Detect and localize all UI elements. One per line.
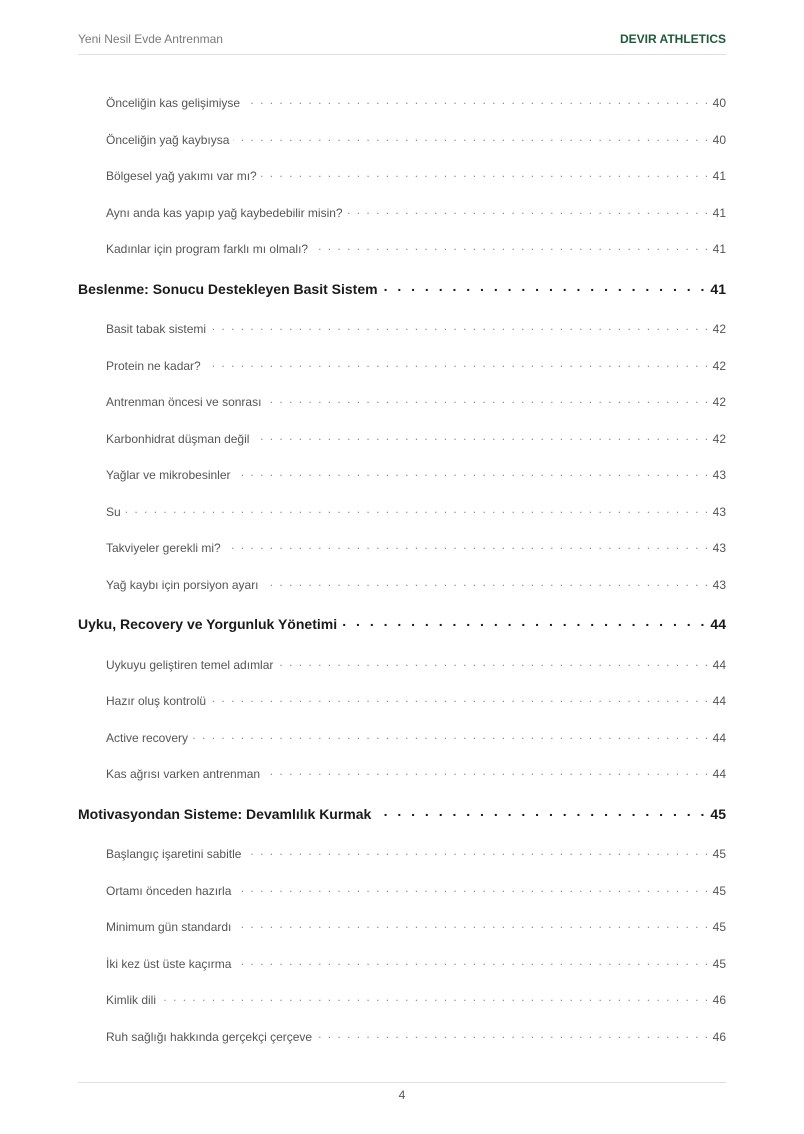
toc-entry-page: 46: [712, 1029, 726, 1044]
dot-leader: [347, 203, 710, 217]
toc-entry-title: Kimlik dili: [106, 993, 157, 1007]
toc-entry-title: Active recovery: [106, 730, 189, 745]
dot-leader: [210, 319, 710, 333]
toc-entry-page: 40: [712, 96, 726, 110]
toc-entry[interactable]: [78, 119, 726, 156]
toc-entry-page: 45: [712, 883, 726, 898]
toc-entry-title: Protein ne kadar?: [106, 358, 201, 373]
document-title: Yeni Nesil Evde Antrenman: [78, 32, 223, 46]
brand-name: DEVIR ATHLETICS: [619, 32, 726, 46]
dot-leader: [263, 575, 710, 589]
toc-entry-title: Takviyeler gerekli mi?: [106, 541, 221, 555]
dot-leader: [160, 990, 710, 1004]
toc-entry[interactable]: [78, 753, 726, 790]
toc-entry-page: 45: [712, 847, 726, 861]
toc-entry[interactable]: [78, 833, 726, 870]
table-of-contents: [78, 82, 726, 1052]
toc-entry-title: Basit tabak sistemi: [106, 322, 207, 336]
toc-entry[interactable]: [78, 418, 726, 455]
toc-entry[interactable]: [78, 906, 726, 943]
toc-entry[interactable]: [78, 345, 726, 382]
toc-entry-page: 43: [712, 468, 726, 482]
toc-entry[interactable]: [78, 979, 726, 1016]
toc-entry-title: İki kez üst üste kaçırma: [106, 956, 232, 971]
page-header: [78, 26, 726, 55]
toc-chapter-page: 41: [710, 280, 726, 297]
dot-leader: [264, 764, 710, 778]
toc-entry-page: 44: [712, 657, 726, 672]
toc-entry-title: Kadınlar için program farklı mı olmalı?: [106, 242, 309, 256]
dot-leader: [235, 881, 709, 895]
toc-chapter-title: Beslenme: Sonucu Destekleyen Basit Sistem: [78, 280, 378, 297]
toc-entry[interactable]: [78, 527, 726, 564]
dot-leader: [235, 954, 709, 968]
toc-entry-title: Yağlar ve mikrobesinler: [106, 468, 231, 482]
toc-entry[interactable]: [78, 155, 726, 192]
dot-leader: [375, 805, 707, 819]
toc-entry-title: Minimum gün standardı: [106, 920, 232, 934]
page-number: 4: [398, 1088, 406, 1102]
toc-entry[interactable]: [78, 82, 726, 119]
toc-entry-page: 40: [712, 132, 726, 147]
toc-entry[interactable]: [78, 308, 726, 345]
dot-leader: [261, 166, 710, 180]
toc-chapter[interactable]: [78, 790, 726, 834]
toc-entry-title: Uykuyu geliştiren temel adımlar: [106, 657, 274, 672]
dot-leader: [235, 917, 709, 931]
toc-chapter-page: 44: [710, 616, 726, 632]
dot-leader: [235, 465, 710, 479]
toc-entry-title: Ruh sağlığı hakkında gerçekçi çerçeve: [106, 1029, 313, 1044]
dot-leader: [341, 615, 707, 629]
dot-leader: [244, 93, 710, 107]
dot-leader: [225, 538, 710, 552]
toc-entry[interactable]: [78, 1016, 726, 1053]
toc-entry[interactable]: [78, 870, 726, 907]
toc-entry-title: Bölgesel yağ yakımı var mı?: [106, 169, 257, 183]
toc-entry-page: 41: [712, 169, 726, 183]
toc-entry-title: Kas ağrısı varken antrenman: [106, 767, 261, 781]
dot-leader: [233, 130, 709, 144]
toc-entry-page: 44: [712, 730, 726, 745]
page-footer: [78, 1082, 726, 1102]
toc-entry-page: 42: [712, 395, 726, 409]
toc-entry-page: 42: [712, 322, 726, 336]
toc-entry-title: Su: [106, 504, 121, 519]
toc-entry[interactable]: [78, 564, 726, 601]
toc-entry-title: Aynı anda kas yapıp yağ kaybedebilir misin?: [106, 205, 343, 220]
dot-leader: [277, 655, 709, 669]
toc-entry-title: Yağ kaybı için porsiyon ayarı: [106, 577, 259, 592]
toc-entry-page: 43: [712, 541, 726, 555]
toc-entry-page: 42: [712, 431, 726, 446]
toc-entry[interactable]: [78, 454, 726, 491]
toc-chapter-page: 45: [710, 805, 726, 822]
toc-entry-page: 41: [712, 242, 726, 256]
toc-entry-title: Hazır oluş kontrolü: [106, 694, 207, 708]
toc-entry-page: 46: [712, 993, 726, 1007]
toc-entry[interactable]: [78, 228, 726, 265]
dot-leader: [265, 392, 709, 406]
dot-leader: [382, 280, 708, 294]
toc-entry-page: 44: [712, 694, 726, 708]
toc-entry-page: 45: [712, 920, 726, 934]
dot-leader: [316, 1027, 710, 1041]
toc-entry-title: Ortamı önceden hazırla: [106, 883, 232, 898]
dot-leader: [125, 502, 710, 516]
dot-leader: [205, 356, 710, 370]
toc-chapter[interactable]: [78, 600, 726, 644]
toc-entry-page: 44: [712, 767, 726, 781]
dot-leader: [192, 728, 710, 742]
dot-leader: [210, 691, 710, 705]
dot-leader: [312, 239, 710, 253]
toc-entry-title: Önceliğin yağ kaybıysa: [106, 132, 230, 147]
toc-chapter-title: Motivasyondan Sisteme: Devamlılık Kurmak: [78, 805, 372, 822]
toc-chapter-title: Uyku, Recovery ve Yorgunluk Yönetimi: [78, 616, 338, 632]
toc-entry[interactable]: [78, 192, 726, 229]
toc-entry[interactable]: [78, 644, 726, 681]
toc-entry[interactable]: [78, 381, 726, 418]
toc-entry-page: 43: [712, 504, 726, 519]
toc-entry-page: 45: [712, 956, 726, 971]
toc-entry[interactable]: [78, 943, 726, 980]
toc-entry-page: 42: [712, 358, 726, 373]
toc-chapter[interactable]: [78, 265, 726, 309]
toc-entry[interactable]: [78, 491, 726, 528]
dot-leader: [253, 429, 709, 443]
toc-entry-title: Karbonhidrat düşman değil: [106, 431, 250, 446]
toc-entry-title: Antrenman öncesi ve sonrası: [106, 395, 262, 409]
toc-entry-page: 43: [712, 577, 726, 592]
toc-entry-title: Önceliğin kas gelişimiyse: [106, 96, 241, 110]
toc-entry[interactable]: [78, 680, 726, 717]
toc-entry-page: 41: [712, 205, 726, 220]
dot-leader: [245, 844, 709, 858]
toc-entry-title: Başlangıç işaretini sabitle: [106, 847, 242, 861]
toc-entry[interactable]: [78, 717, 726, 754]
